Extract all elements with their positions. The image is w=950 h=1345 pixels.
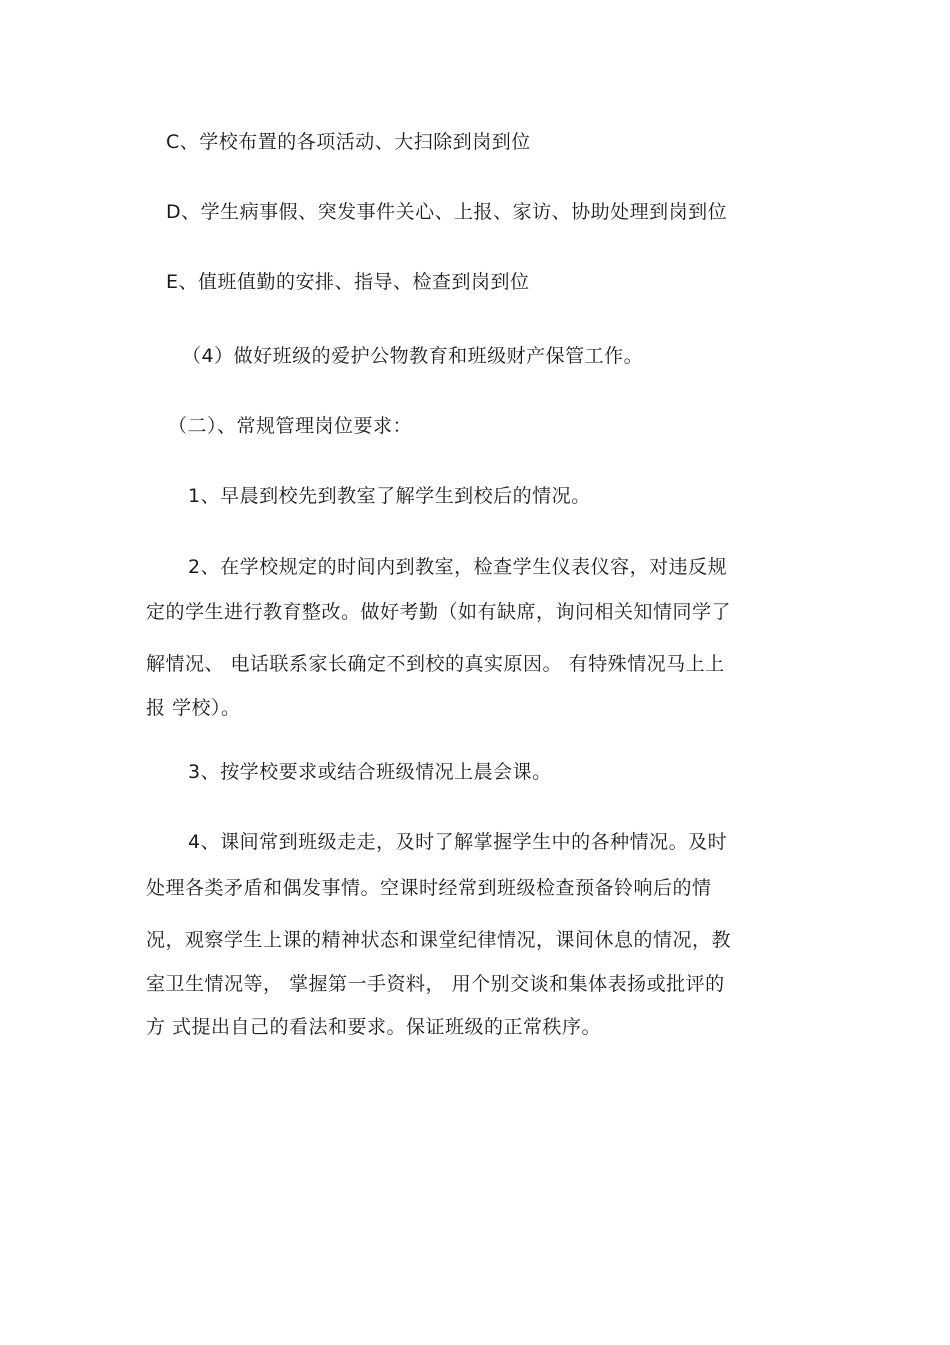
item-c: C、学校布置的各项活动、大扫除到岗到位 bbox=[166, 131, 531, 153]
requirement-4-line-3: 况，观察学生上课的精神状态和课堂纪律情况，课间休息的情况，教 bbox=[146, 929, 732, 951]
requirement-3: 3、按学校要求或结合班级情况上晨会课。 bbox=[188, 761, 552, 783]
requirement-4-line-4: 室卫生情况等， 掌握第一手资料， 用个别交谈和集体表扬或批评的 bbox=[146, 973, 725, 995]
item-d: D、学生病事假、突发事件关心、上报、家访、协助处理到岗到位 bbox=[166, 201, 728, 223]
requirement-2-line-4: 报 学校）。 bbox=[146, 697, 241, 719]
requirement-2-line-3: 解情况、 电话联系家长确定不到校的真实原因。 有特殊情况马上上 bbox=[146, 653, 725, 675]
requirement-4-line-5: 方 式提出自己的看法和要求。保证班级的正常秩序。 bbox=[146, 1016, 602, 1038]
requirement-4-line-1: 4、课间常到班级走走，及时了解掌握学生中的各种情况。及时 bbox=[188, 831, 728, 853]
item-e: E、值班值勤的安排、指导、检查到岗到位 bbox=[166, 271, 530, 293]
paragraph-4: （4）做好班级的爱护公物教育和班级财产保管工作。 bbox=[182, 345, 644, 367]
requirement-4-line-2: 处理各类矛盾和偶发事情。空课时经常到班级检查预备铃响后的情 bbox=[146, 877, 712, 899]
requirement-2-line-2: 定的学生进行教育整改。做好考勤（如有缺席，询问相关知情同学了 bbox=[146, 601, 732, 623]
requirement-1: 1、早晨到校先到教室了解学生到校后的情况。 bbox=[188, 485, 591, 507]
requirement-2-line-1: 2、在学校规定的时间内到教室，检查学生仪表仪容，对违反规 bbox=[188, 556, 728, 578]
section-heading: （二）、常规管理岗位要求： bbox=[168, 415, 413, 437]
